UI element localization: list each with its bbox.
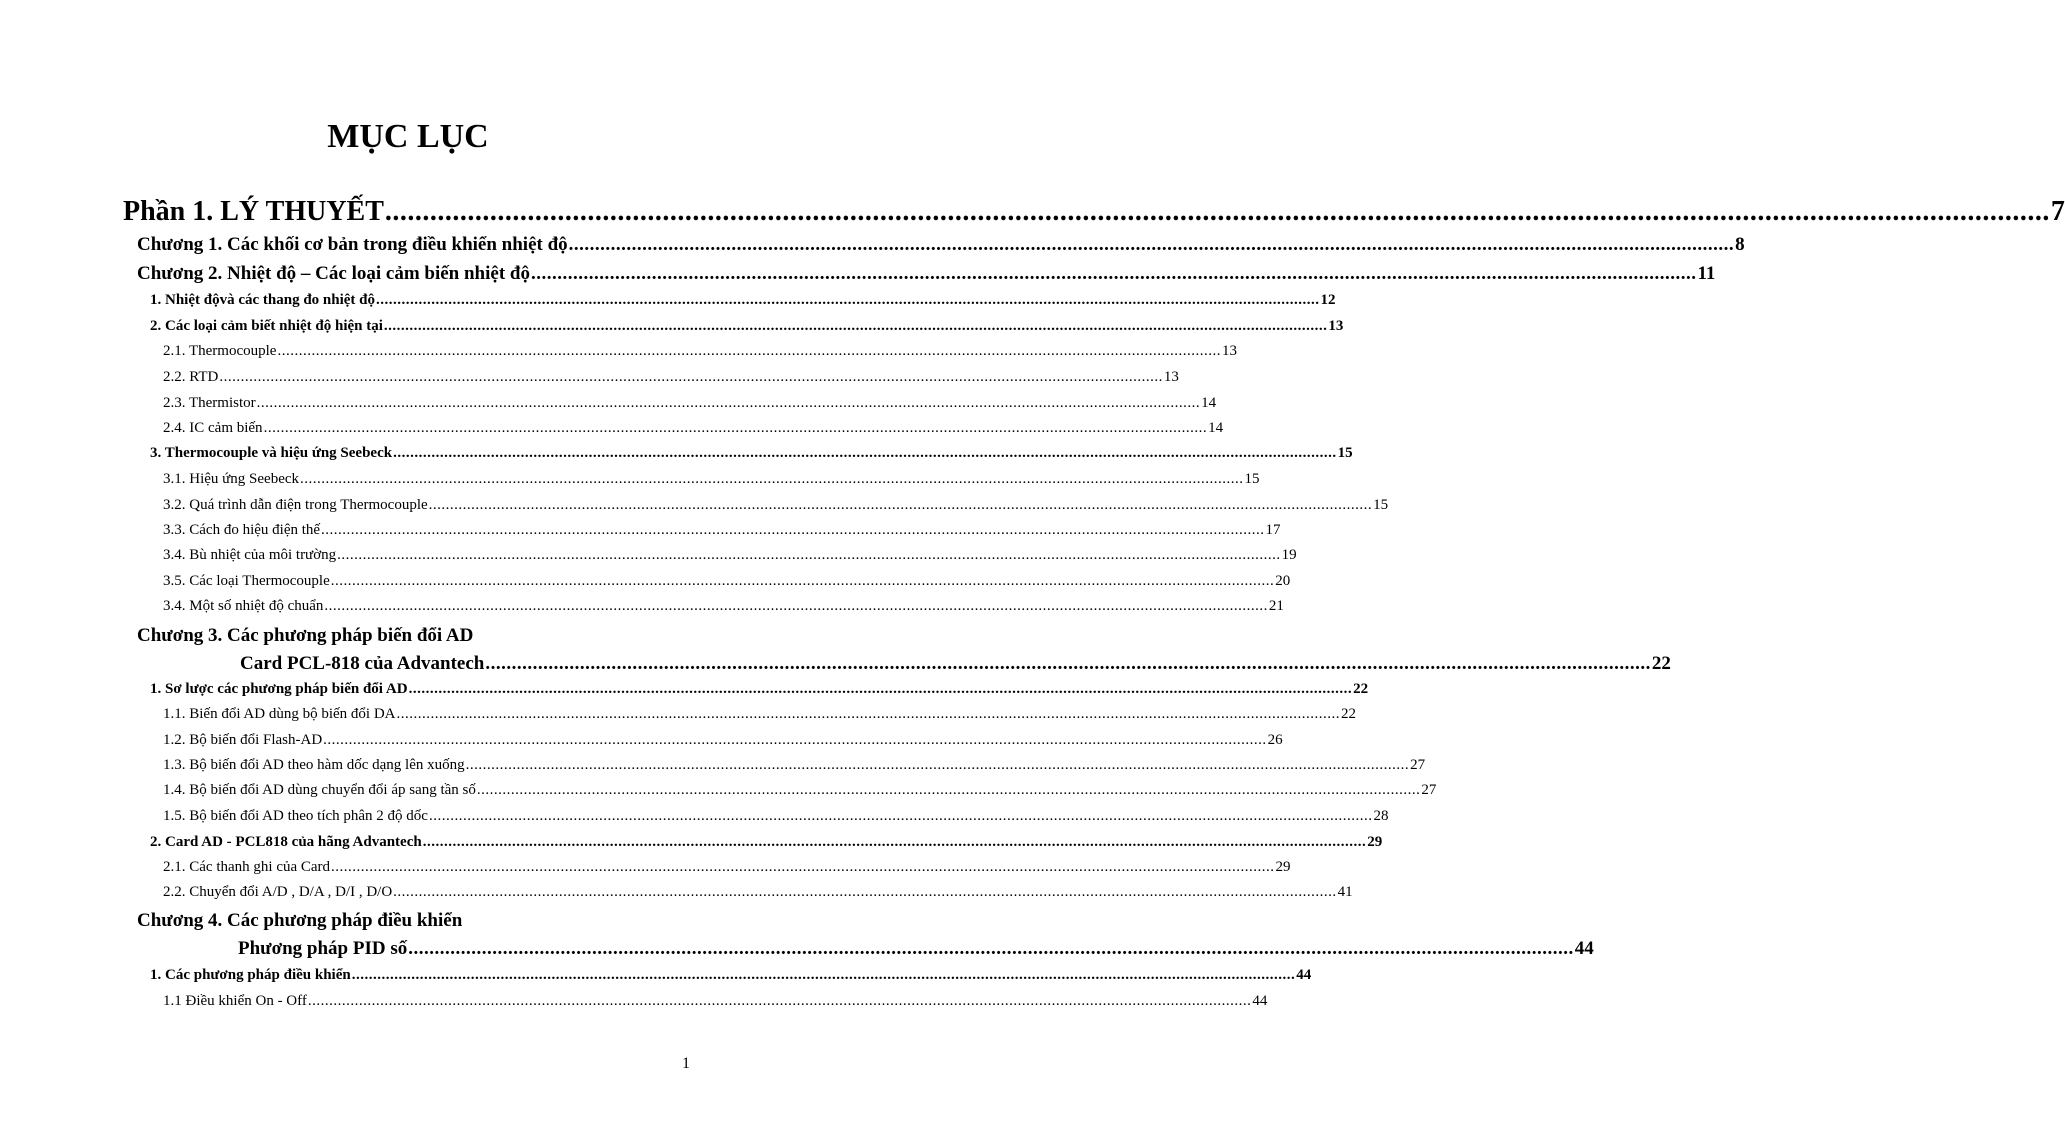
toc-entry-label: 1.1 Điều khiển On - Off — [163, 993, 307, 1009]
toc-entry-page: 13 — [1328, 318, 1344, 334]
toc-entry-subsection — [163, 497, 1389, 514]
toc-entry-chapter — [238, 938, 1594, 960]
toc-entry-page: 11 — [1697, 263, 1716, 284]
toc-entry-page: 17 — [1265, 522, 1281, 538]
toc-entry-page: 27 — [1410, 757, 1426, 773]
toc-entry-subsection — [163, 522, 1281, 539]
toc-entry-page: 28 — [1373, 808, 1389, 824]
toc-dot-leader: .............................................................................................................................................................................................................................. — [530, 263, 1697, 284]
toc-entry-subsection — [163, 395, 1217, 412]
toc-entry-chapter — [240, 653, 1671, 675]
toc-dot-leader: .............................................................................................................................................................................................................................. — [256, 395, 1201, 411]
toc-entry-page: 22 — [1341, 706, 1356, 722]
toc-entry-subsection — [163, 859, 1291, 876]
toc-entry-page: 8 — [1735, 234, 1745, 255]
toc-entry-label: 3.1. Hiệu ứng Seebeck — [163, 471, 300, 487]
toc-entry-page: 29 — [1367, 834, 1383, 850]
toc-entry-label: 2.4. IC cảm biến — [163, 420, 263, 436]
toc-dot-leader: .............................................................................................................................................................................................................................. — [383, 318, 1328, 334]
toc-entry-label: Phần 1. LÝ THUYẾT — [123, 196, 384, 227]
toc-entry-label: 1. Các phương pháp điều khiển — [150, 967, 351, 983]
toc-entry-label: 1.4. Bộ biến đổi AD dùng chuyển đổi áp sang tần số — [163, 782, 476, 798]
toc-dot-leader: .............................................................................................................................................................................................................................. — [568, 234, 1735, 255]
toc-entry-subsection — [163, 808, 1389, 825]
toc-entry-section — [150, 681, 1369, 698]
toc-entry-section — [150, 967, 1312, 984]
toc-dot-leader: .............................................................................................................................................................................................................................. — [307, 993, 1252, 1009]
toc-entry-label: Chương 1. Các khối cơ bản trong điều khiển nhiệt độ — [137, 234, 568, 255]
toc-entry-section — [150, 292, 1336, 309]
toc-entry-page: 44 — [1252, 993, 1268, 1009]
toc-entry-label: 2.1. Các thanh ghi của Card — [163, 859, 331, 875]
toc-entry-page: 12 — [1320, 292, 1336, 308]
toc-dot-leader: .............................................................................................................................................................................................................................. — [476, 782, 1421, 798]
toc-entry-label: 3.3. Cách đo hiệu điện thế — [163, 522, 321, 538]
toc-entry-page: 15 — [1337, 445, 1353, 461]
toc-entry-page: 13 — [1221, 343, 1237, 359]
toc-entry-page: 7 — [2050, 196, 2065, 227]
toc-entry-label: 2.2. Chuyển đổi A/D , D/A , D/I , D/O — [163, 884, 393, 900]
toc-entry-part — [123, 196, 2065, 228]
toc-entry-subsection — [163, 782, 1437, 799]
toc-dot-leader: .............................................................................................................................................................................................................................. — [465, 757, 1410, 773]
toc-dot-leader: .............................................................................................................................................................................................................................. — [408, 938, 1574, 959]
toc-chapter-title-line: Chương 4. Các phương pháp điều khiển — [137, 910, 463, 931]
toc-entry-label: 1. Nhiệt độvà các thang đo nhiệt độ — [150, 292, 376, 308]
toc-entry-label: 3.4. Bù nhiệt của môi trường — [163, 547, 337, 563]
toc-entry-section — [150, 318, 1344, 335]
toc-dot-leader: .............................................................................................................................................................................................................................. — [337, 547, 1281, 563]
toc-entry-subsection — [163, 369, 1179, 386]
toc-entry-subsection — [163, 598, 1284, 615]
toc-entry-label: 2. Card AD - PCL818 của hãng Advantech — [150, 834, 422, 850]
toc-entry-label: 1.5. Bộ biến đổi AD theo tích phân 2 độ dốc — [163, 808, 428, 824]
toc-dot-leader: .............................................................................................................................................................................................................................. — [408, 681, 1353, 697]
toc-entry-label: 3.5. Các loại Thermocouple — [163, 573, 330, 589]
toc-entry-page: 14 — [1208, 420, 1224, 436]
toc-entry-subsection — [163, 420, 1224, 437]
toc-chapter-title-line: Chương 3. Các phương pháp biến đổi AD — [137, 625, 474, 646]
toc-entry-section — [150, 445, 1353, 462]
toc-dot-leader: .............................................................................................................................................................................................................................. — [393, 445, 1337, 461]
page-number: 1 — [682, 1055, 690, 1072]
toc-entry-page: 15 — [1244, 471, 1260, 487]
toc-entry-label: 2.3. Thermistor — [163, 395, 256, 411]
toc-entry-page: 26 — [1267, 732, 1283, 748]
toc-entry-subsection — [163, 471, 1260, 488]
toc-entry-label: 2.2. RTD — [163, 369, 219, 385]
toc-dot-leader: .............................................................................................................................................................................................................................. — [300, 471, 1244, 487]
toc-dot-leader: .............................................................................................................................................................................................................................. — [384, 196, 2050, 227]
toc-entry-subsection — [163, 732, 1283, 749]
toc-entry-label: 2. Các loại cảm biết nhiệt độ hiện tại — [150, 318, 383, 334]
toc-entry-subsection — [163, 993, 1268, 1010]
toc-entry-label: 3. Thermocouple và hiệu ứng Seebeck — [150, 445, 393, 461]
page-title: MỤC LỤC — [327, 118, 489, 155]
toc-entry-page: 13 — [1163, 369, 1179, 385]
toc-entry-label: 3.2. Quá trình dẫn điện trong Thermocouple — [163, 497, 428, 513]
toc-entry-label: 2.1. Thermocouple — [163, 343, 277, 359]
toc-entry-label: Chương 2. Nhiệt độ – Các loại cảm biến nhiệt độ — [137, 263, 530, 284]
toc-entry-page: 15 — [1373, 497, 1389, 513]
toc-dot-leader: .............................................................................................................................................................................................................................. — [485, 653, 1651, 674]
toc-entry-page: 21 — [1268, 598, 1284, 614]
toc-entry-subsection — [163, 573, 1291, 590]
toc-entry-label: 1.3. Bộ biến đổi AD theo hàm dốc dạng lên xuống — [163, 757, 465, 773]
toc-entry-page: 20 — [1275, 573, 1291, 589]
toc-entry-chapter — [137, 263, 1716, 285]
toc-dot-leader: .............................................................................................................................................................................................................................. — [219, 369, 1163, 385]
toc-entry-page: 29 — [1275, 859, 1291, 875]
toc-dot-leader: .............................................................................................................................................................................................................................. — [351, 967, 1296, 983]
toc-dot-leader: .............................................................................................................................................................................................................................. — [323, 732, 1267, 748]
toc-dot-leader: .............................................................................................................................................................................................................................. — [422, 834, 1367, 850]
toc-entry-section — [150, 834, 1383, 851]
toc-entry-page: 44 — [1296, 967, 1312, 983]
toc-entry-subsection — [163, 706, 1356, 723]
toc-dot-leader: .............................................................................................................................................................................................................................. — [396, 706, 1340, 722]
toc-entry-chapter — [137, 234, 1745, 256]
toc-dot-leader: .............................................................................................................................................................................................................................. — [321, 522, 1265, 538]
toc-entry-label: Card PCL-818 của Advantech — [240, 653, 485, 674]
toc-dot-leader: .............................................................................................................................................................................................................................. — [324, 598, 1268, 614]
toc-entry-page: 41 — [1337, 884, 1353, 900]
toc-entry-page: 22 — [1353, 681, 1369, 697]
toc-entry-subsection — [163, 547, 1297, 564]
toc-dot-leader: .............................................................................................................................................................................................................................. — [428, 497, 1373, 513]
toc-entry-page: 19 — [1281, 547, 1297, 563]
toc-entry-page: 22 — [1651, 653, 1671, 674]
toc-entry-subsection — [163, 884, 1353, 901]
toc-dot-leader: .............................................................................................................................................................................................................................. — [376, 292, 1320, 308]
toc-entry-page: 14 — [1201, 395, 1217, 411]
toc-entry-label: 1.2. Bộ biến đổi Flash-AD — [163, 732, 323, 748]
toc-dot-leader: .............................................................................................................................................................................................................................. — [428, 808, 1373, 824]
toc-entry-page: 44 — [1574, 938, 1594, 959]
toc-entry-label: 1.1. Biến đổi AD dùng bộ biến đổi DA — [163, 706, 396, 722]
toc-entry-label: 1. Sơ lược các phương pháp biến đổi AD — [150, 681, 408, 697]
toc-entry-subsection — [163, 343, 1237, 360]
toc-dot-leader: .............................................................................................................................................................................................................................. — [277, 343, 1221, 359]
toc-entry-label: 3.4. Một số nhiệt độ chuẩn — [163, 598, 324, 614]
toc-entry-subsection — [163, 757, 1426, 774]
toc-dot-leader: .............................................................................................................................................................................................................................. — [393, 884, 1337, 900]
toc-entry-page: 27 — [1421, 782, 1437, 798]
toc-dot-leader: .............................................................................................................................................................................................................................. — [330, 573, 1275, 589]
toc-dot-leader: .............................................................................................................................................................................................................................. — [263, 420, 1208, 436]
toc-dot-leader: .............................................................................................................................................................................................................................. — [331, 859, 1275, 875]
toc-entry-label: Phương pháp PID số — [238, 938, 408, 959]
